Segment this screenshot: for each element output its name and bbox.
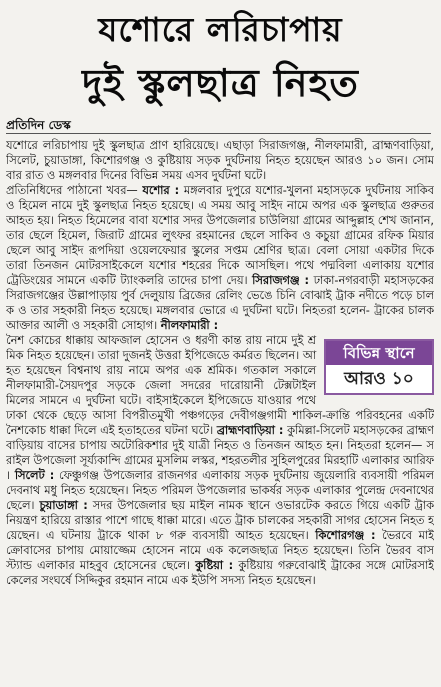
report-nilphamari: নৈশ কোচের ধাক্কায় আফজাল হোসেন ও ধরণী কান্ত রায় নামে দুই শ্রমিক নিহত হয়েছেন। তারা দুজনই উত্তরা ইপিজেডে কর্মরত ছিলেন। আহত হয়েছেন বিশ্বনাথ রায় নামে অপর এক শ্রমিক। গতকাল সকালে নীলফামারী-সৈয়দপুর সড়কে জেলা সদরের দারোয়ানী টেক্সটাইল মিলের সামনে এ দুর্ঘটনা ঘটে। বাইসাইকেলে ইপিজেডে যাওয়ার পথে ঢাকা থেকে ছেড়ে আসা বিপরীতমুখী পঞ্চগড়ের দেবীগঞ্জগামী শাকিল-ক্রান্তি পরিবহনের একটি নৈশকোচ ধাক্কা দিলে এই হতাহতের ঘটনা ঘটে। bbox=[6, 334, 434, 437]
subhead-kishoreganj: কিশোরগঞ্জ : bbox=[315, 529, 376, 542]
article-body bbox=[6, 138, 434, 685]
subhead-nilphamari: নীলফামারী : bbox=[160, 319, 219, 332]
report-sirajganj: ঢাকা-নগরবাড়ী মহাসড়কের সিরাজগঞ্জের উল্লাপাড়ায় পুর্ব দেলুয়ায় ব্রিজের রেলিং ভেঙে চিনি বোঝাই ট্রাক নদীতে পড়ে চালক ও তার সহকারী নিহত হয়েছে। মঙ্গলবার ভোরে এ দুর্ঘটনা ঘটে। নিহতরা হলেন- ট্রাকের চালক আক্তার আলী ও সহকারী সোহাগ। bbox=[6, 274, 434, 332]
report-sylhet: ফেঞ্চুগঞ্জ উপজেলার রাজনগর এলাকায় সড়ক দুর্ঘটনায় জুয়েলারি ব্যবসায়ী পরিমল দেবনাথ মধু নিহত হয়েছেন। নিহত পরিমল উপজেলার ভাকর্ষর সড়ক এলাকার পুলেন্দ্র দেবনাথের ছেলে। bbox=[6, 469, 434, 512]
subhead-sylhet: সিলেট : bbox=[14, 469, 55, 482]
reports-lead: প্রতিনিধিদের পাঠানো খবর— bbox=[6, 184, 143, 197]
subhead-kushtia: কুষ্টিয়া : bbox=[195, 559, 234, 572]
report-chuadanga: সদর উপজেলার ছয় মাইল নামক স্থানে ওভারটেক করতে গিয়ে একটি ট্রাক নিয়ন্ত্রণ হারিয়ে রাস্তার পাশে গাছে ধাক্কা মারে। এতে ট্রাক চালকের সহকারী সাগর হোসেন নিহত হয়েছেন। এ ঘটনায় ট্রাকে থাকা ৮ গরু ব্যবসায়ী আহত হয়েছেন। bbox=[6, 499, 434, 542]
sidebox-count: আরও ১০ bbox=[344, 369, 414, 389]
article-reports-paragraph bbox=[6, 183, 434, 333]
subhead-jashore: যশোর : bbox=[142, 184, 180, 197]
headline-line-1: যশোরে লরিচাপায় bbox=[98, 10, 343, 49]
subhead-chuadanga: চুয়াডাঙ্গা : bbox=[39, 499, 88, 512]
report-brahmanbaria: কুমিল্লা-সিলেট মহাসড়কের ব্রাহ্মণবাড়িয়ায় বাসের চাপায় অটোরিকশার দুই যাত্রী নিহত ও তিনজন আহত হন। নিহতরা হলেন— সরাইল উপজেলা সূর্য্যকান্দি গ্রামের মুসলিম লস্কর, শহরতলীর সুহিলপুরের মিরহাটি এলাকার আরিফ। bbox=[6, 424, 434, 482]
subhead-brahmanbaria: ব্রাহ্মণবাড়িয়া : bbox=[216, 424, 284, 437]
byline: প্রতিদিন ডেস্ক bbox=[6, 118, 71, 132]
sidebox-title: বিভিন্ন স্থানে bbox=[326, 341, 432, 365]
article-intro-paragraph: যশোরে লরিচাপায় দুই স্কুলছাত্র প্রাণ হারিয়েছে। এছাড়া সিরাজগঞ্জ, নীলফামারী, ব্রাহ্মণবাড়িয়া, সিলেট, চুয়াডাঙ্গা, কিশোরগঞ্জ ও কুষ্টিয়ায় সড়ক দুর্ঘটনায় নিহত হয়েছেন আরও ১০ জন। সোমবার রাত ও মঙ্গলবার দিনের বিভিন্ন সময় এসব দুর্ঘটনা ঘটে। bbox=[6, 139, 434, 182]
report-kishoreganj: ভৈরবে মাইক্রোবাসের চাপায় মোয়াজ্জেম হোসেন নামে এক কলেজছাত্র নিহত হয়েছেন। তিনি ভৈরব বাসস্ট্যান্ড এলাকার মাহবুব হোসেনের ছেলে। bbox=[6, 529, 434, 572]
report-kushtia: কুষ্টিয়ায় গরুবোঝাই ট্রাকের সঙ্গে মোটরসাইকেলের সংঘর্ষে সিদ্দিকুর রহমান নামে এক ইউপি সদস্য নিহত হয়েছেন। bbox=[6, 559, 434, 587]
sidebox bbox=[324, 339, 434, 395]
subhead-sirajganj: সিরাজগঞ্জ : bbox=[252, 274, 309, 287]
report-jashore: মঙ্গলবার দুপুরে যশোর-খুলনা মহাসড়কে দুর্ঘটনায় সাকিব ও হিমেল নামে দুই স্কুলছাত্র নিহত হয়েছে। এ সময় আবু সাইদ নামে অপর এক স্কুলছাত্র গুরুতর আহত হয়। নিহত হিমেলের বাবা যশোর সদর উপজেলার চাউলিয়া গ্রামের আব্দুল্লাহ শেখ জানান, তার ছেলে হিমেল, জিরাট গ্রামের লুৎফর রহমানের ছেলে সাকিব ও কচুয়া গ্রামের রফিক মিয়ার ছেলে আবু সাইদ রূপদিয়া ওয়েলফেয়ার স্কুলের সপ্তম শ্রেণির ছাত্র। বেলা সোয়া একটার দিকে তারা তিনজন মোটরসাইকেলে যশোর শহরের দিকে আসছিল। পথে পদ্মবিলা এলাকায় যশোর ট্রেডিংয়ের সামনে একটি ট্যাংকলরি তাদের চাপা দেয়। bbox=[6, 184, 434, 287]
byline-divider bbox=[6, 133, 431, 134]
headline-line-2: দুই স্কুলছাত্র নিহত bbox=[82, 61, 359, 105]
